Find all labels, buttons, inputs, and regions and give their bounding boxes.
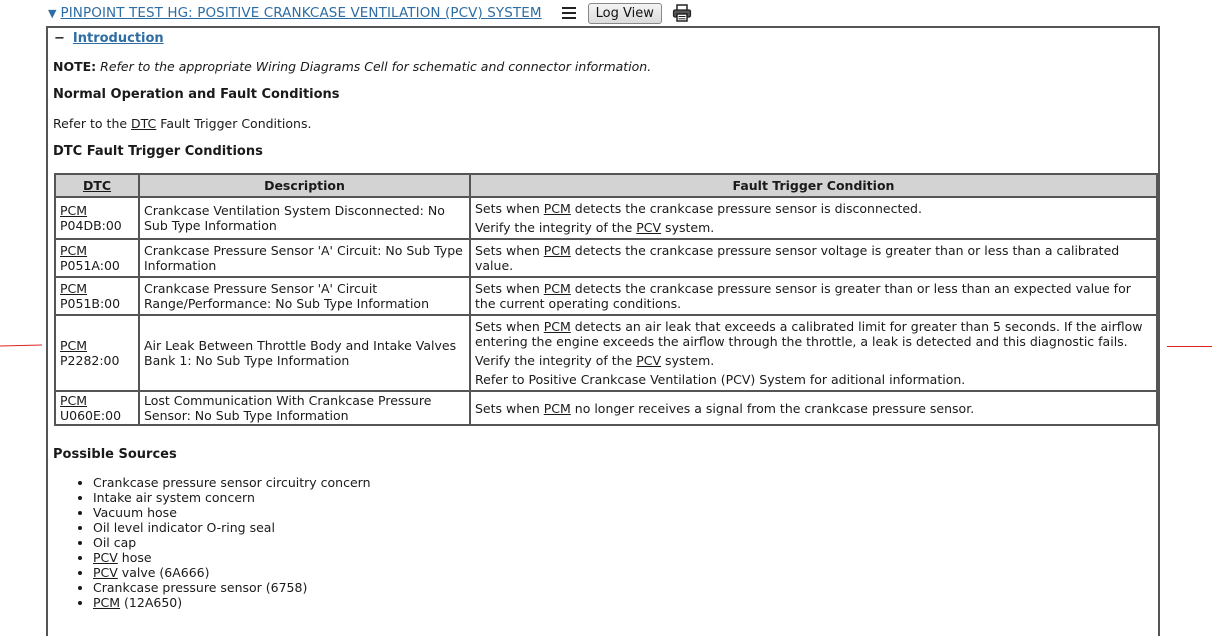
- dtc-code: P2282:00: [60, 353, 120, 368]
- condition-cell: [470, 277, 1157, 315]
- module-link[interactable]: PCM: [543, 201, 571, 216]
- red-marker-right: [1167, 346, 1212, 347]
- module-link[interactable]: PCM: [543, 243, 571, 258]
- header-bar: [48, 2, 692, 24]
- source-text: Crankcase pressure sensor (6758): [93, 580, 308, 595]
- condition-cell: [470, 197, 1157, 239]
- condition-column-header: Fault Trigger Condition: [470, 174, 1157, 197]
- condition-cell: [470, 315, 1157, 391]
- condition-line: [475, 243, 1152, 273]
- list-item: [93, 505, 371, 520]
- source-text: Intake air system concern: [93, 490, 255, 505]
- condition-text: Refer to Positive Crankcase Ventilation (PCV) System for aditional information.: [475, 372, 966, 387]
- condition-line: [475, 353, 1152, 368]
- table-row: [55, 315, 1157, 391]
- source-text: Oil cap: [93, 535, 137, 550]
- dtc-table: [54, 173, 1158, 426]
- condition-text: Sets when: [475, 243, 544, 258]
- log-view-button[interactable]: Log View: [588, 3, 662, 24]
- dtc-cell: [55, 277, 139, 315]
- condition-text: Sets when: [475, 201, 544, 216]
- list-item: [93, 475, 371, 490]
- source-text: Crankcase pressure sensor circuitry concern: [93, 475, 371, 490]
- printer-icon[interactable]: [672, 4, 692, 22]
- condition-text: detects the crankcase pressure sensor voltage is greater than or less than a calibrated value.: [475, 243, 1120, 273]
- dtc-column-header[interactable]: DTC: [55, 174, 139, 197]
- normal-operation-heading: Normal Operation and Fault Conditions: [53, 87, 340, 102]
- module-link[interactable]: PCM: [543, 400, 571, 416]
- condition-text: detects the crankcase pressure sensor is greater than or less than an expected value for the current operating conditions.: [475, 281, 1131, 311]
- condition-text: system.: [661, 220, 715, 235]
- list-item: [93, 580, 371, 595]
- list-item: [93, 535, 371, 550]
- module-link[interactable]: PCM: [543, 319, 571, 334]
- module-link[interactable]: PCM: [60, 338, 88, 353]
- trigger-conditions-heading: DTC Fault Trigger Conditions: [53, 144, 263, 159]
- module-link[interactable]: PCM: [60, 243, 88, 258]
- table-row: [55, 277, 1157, 315]
- dtc-cell: [55, 315, 139, 391]
- note-text: Refer to the appropriate Wiring Diagrams Cell for schematic and connector information.: [96, 59, 652, 74]
- source-link[interactable]: PCM: [93, 595, 121, 610]
- dtc-code: P051A:00: [60, 258, 120, 273]
- module-link[interactable]: PCM: [543, 281, 571, 296]
- module-link[interactable]: PCV: [636, 220, 662, 235]
- condition-line: [475, 201, 1152, 216]
- table-row: [55, 239, 1157, 277]
- note-paragraph: [53, 59, 651, 74]
- triangle-down-icon[interactable]: ▼: [48, 6, 57, 20]
- source-text: valve (6A666): [117, 565, 210, 580]
- dtc-code: P04DB:00: [60, 218, 122, 233]
- condition-line: [475, 220, 1152, 235]
- condition-text: detects an air leak that exceeds a calibrated limit for greater than 5 seconds. If the airflow entering the engine exceeds the airflow through the throttle, a leak is detected and this diagnostic fails.: [475, 319, 1143, 349]
- description-column-header: Description: [139, 174, 470, 197]
- source-link[interactable]: PCV: [93, 565, 118, 580]
- source-text: Vacuum hose: [93, 505, 177, 520]
- module-link[interactable]: PCM: [60, 393, 88, 408]
- condition-text: no longer receives a signal from the crankcase pressure sensor.: [570, 400, 975, 416]
- condition-text: system.: [661, 353, 715, 368]
- description-cell: Lost Communication With Crankcase Pressure Sensor: No Sub Type Information: [139, 391, 470, 425]
- table-header-row: [55, 174, 1157, 197]
- possible-sources-heading: Possible Sources: [53, 447, 177, 462]
- description-cell: Air Leak Between Throttle Body and Intake Valves Bank 1: No Sub Type Information: [139, 315, 470, 391]
- module-link[interactable]: PCV: [636, 353, 662, 368]
- list-item: [93, 490, 371, 505]
- description-cell: Crankcase Ventilation System Disconnected: No Sub Type Information: [139, 197, 470, 239]
- collapse-icon[interactable]: −: [54, 31, 65, 46]
- list-item: [93, 520, 371, 535]
- description-cell: Crankcase Pressure Sensor 'A' Circuit: No Sub Type Information: [139, 239, 470, 277]
- introduction-toggle[interactable]: [54, 31, 164, 46]
- dtc-cell: [55, 197, 139, 239]
- dtc-cell: [55, 391, 139, 425]
- dtc-link[interactable]: DTC: [131, 116, 157, 131]
- refer-post-text: Fault Trigger Conditions.: [156, 116, 312, 131]
- condition-line: [475, 401, 1152, 416]
- dtc-code: P051B:00: [60, 296, 121, 311]
- source-text: (12A650): [120, 595, 183, 610]
- table-row: [55, 391, 1157, 425]
- condition-line: [475, 319, 1152, 349]
- introduction-link[interactable]: Introduction: [72, 31, 164, 46]
- source-text: Oil level indicator O-ring seal: [93, 520, 275, 535]
- condition-line: [475, 281, 1152, 311]
- condition-text: Verify the integrity of the: [475, 353, 637, 368]
- module-link[interactable]: PCM: [60, 281, 88, 296]
- hamburger-menu-icon[interactable]: [562, 7, 576, 19]
- condition-text: Verify the integrity of the: [475, 220, 637, 235]
- red-marker-left: [0, 344, 42, 346]
- condition-cell: [470, 391, 1157, 425]
- refer-paragraph: [53, 116, 311, 131]
- condition-text: Sets when: [475, 319, 544, 334]
- content-frame: [46, 26, 1160, 636]
- condition-cell: [470, 239, 1157, 277]
- note-label: NOTE:: [53, 59, 97, 74]
- condition-text: Sets when: [475, 281, 544, 296]
- dtc-code: U060E:00: [60, 408, 122, 423]
- refer-pre-text: Refer to the: [53, 116, 132, 131]
- list-item: [93, 565, 371, 580]
- list-item: [93, 550, 371, 565]
- condition-text: Sets when: [475, 400, 544, 416]
- condition-text: detects the crankcase pressure sensor is disconnected.: [570, 201, 922, 216]
- table-row: [55, 197, 1157, 239]
- condition-line: [475, 372, 1152, 387]
- dtc-cell: [55, 239, 139, 277]
- source-text: hose: [117, 550, 152, 565]
- description-cell: Crankcase Pressure Sensor 'A' Circuit Range/Performance: No Sub Type Information: [139, 277, 470, 315]
- source-link[interactable]: PCV: [93, 550, 118, 565]
- module-link[interactable]: PCM: [60, 203, 88, 218]
- page-title-link[interactable]: PINPOINT TEST HG: POSITIVE CRANKCASE VENTILATION (PCV) SYSTEM: [60, 5, 542, 21]
- list-item: [93, 595, 371, 610]
- possible-sources-list: [53, 475, 371, 610]
